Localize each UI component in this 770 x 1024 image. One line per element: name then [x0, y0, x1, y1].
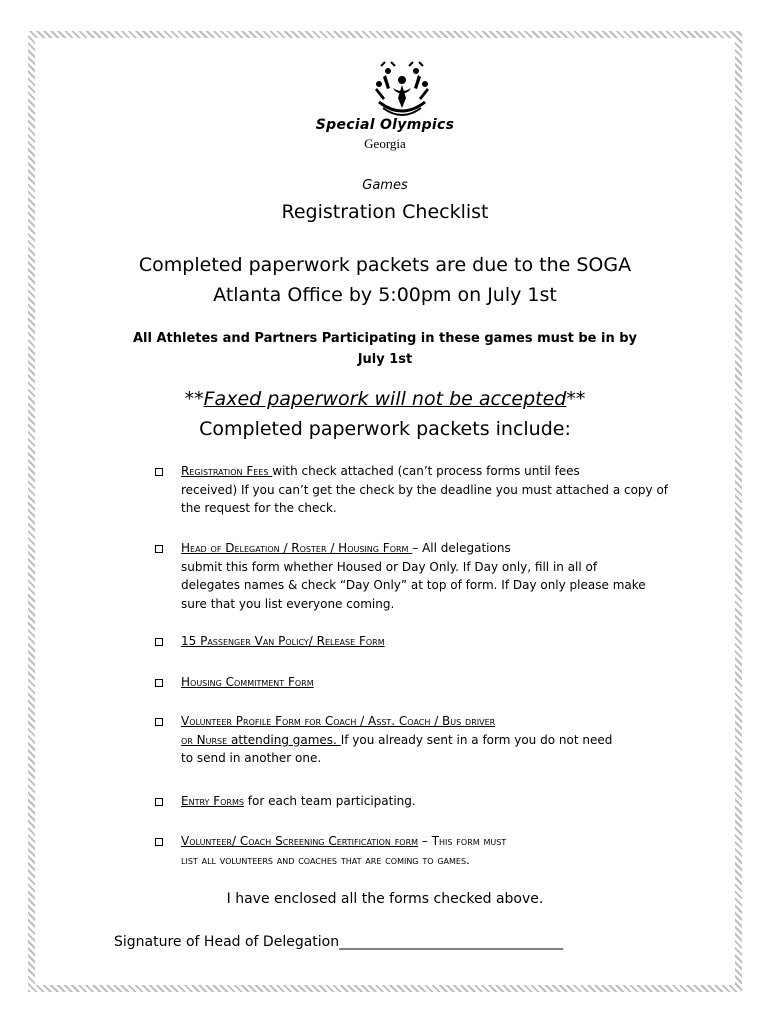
fax-prefix: ** — [184, 388, 204, 410]
checkbox[interactable] — [155, 545, 163, 553]
item-heading-cont: attending games. — [227, 732, 341, 747]
checkbox[interactable] — [155, 718, 163, 726]
item-heading: Registration Fees — [181, 464, 273, 478]
item-text: for each team participating. — [243, 794, 416, 808]
packets-include-heading: Completed paperwork packets include: — [199, 418, 571, 440]
item-text: – This form must — [418, 834, 507, 848]
item-text: – All delegations — [412, 541, 511, 555]
item-text: received) If you can’t get the check by the deadline you must attached a copy of — [181, 482, 669, 497]
signature-label: Signature of Head of Delegation — [114, 934, 340, 950]
checkbox[interactable] — [155, 638, 163, 646]
event-name: Games — [362, 178, 408, 193]
item-text: with check attached (can’t process forms until fees — [272, 464, 580, 478]
participants-line-1: All Athletes and Partners Participating in these games must be in by — [132, 331, 638, 346]
signature-field[interactable]: ________________________________ — [339, 934, 564, 950]
item-text: submit this form whether Housed or Day Only. If Day only, fill in all of — [181, 559, 598, 574]
participants-line-2: July 1st — [357, 352, 413, 367]
due-line-1: Completed paperwork packets are due to the SOGA — [138, 254, 632, 276]
checkbox[interactable] — [155, 679, 163, 687]
item-heading: Volunteer/ Coach Screening Certification form — [181, 834, 419, 848]
checkbox[interactable] — [155, 838, 163, 846]
fax-text: Faxed paperwork will not be accepted — [203, 388, 567, 410]
brand-region: Georgia — [364, 136, 406, 151]
item-text: the request for the check. — [181, 501, 337, 515]
checkbox[interactable] — [155, 798, 163, 806]
special-olympics-logo-icon — [371, 58, 433, 118]
item-heading: 15 Passenger Van Policy/ Release Form — [181, 634, 385, 648]
item-heading: Volunteer Profile Form for Coach / Asst. Coach / Bus driver — [181, 714, 496, 728]
item-text: delegates names & check “Day Only” at top of form. If Day only please make — [181, 578, 646, 592]
item-heading: Head of Delegation / Roster / Housing Form — [181, 541, 413, 555]
item-text: If you already sent in a form you do not need — [340, 732, 613, 747]
participants-notice — [0, 328, 770, 370]
item-text: sure that you list everyone coming. — [181, 596, 395, 611]
page-title: Registration Checklist — [281, 201, 489, 223]
fax-suffix: ** — [566, 388, 586, 410]
item-text: to send in another one. — [181, 751, 322, 765]
item-text: list all volunteers and coaches that are coming to games. — [181, 852, 470, 867]
item-heading-cont: or Nurse — [181, 732, 228, 747]
signature-line — [114, 934, 563, 950]
due-line-2: Atlanta Office by 5:00pm on July 1st — [213, 284, 557, 306]
enclosed-statement: I have enclosed all the forms checked above. — [226, 891, 544, 907]
fax-warning — [0, 388, 770, 410]
item-heading: Entry Forms — [181, 794, 244, 808]
checkbox[interactable] — [155, 468, 163, 476]
item-heading: Housing Commitment Form — [181, 675, 314, 689]
due-notice — [0, 250, 770, 310]
brand-name: Special Olympics — [315, 117, 455, 133]
